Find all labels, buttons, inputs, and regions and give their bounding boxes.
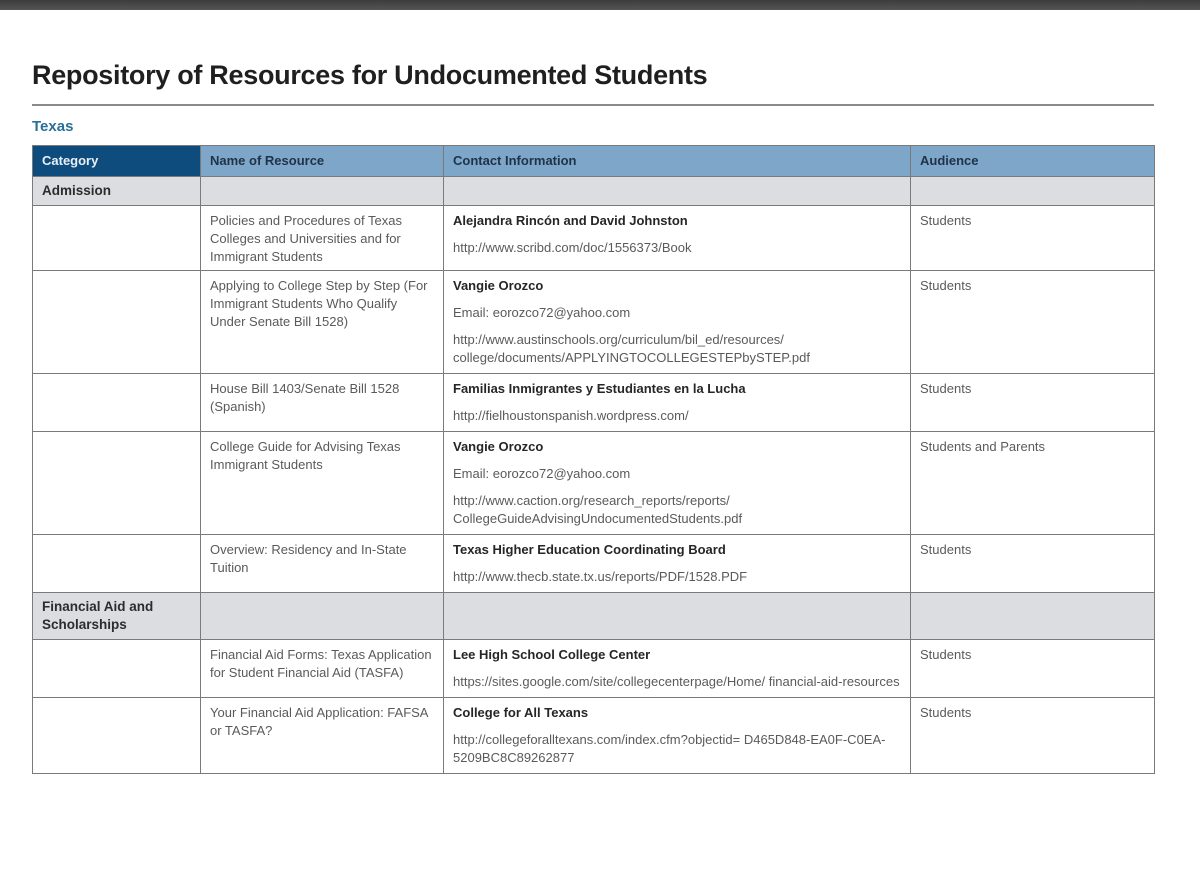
contact-information <box>444 535 911 593</box>
contact-information <box>444 271 911 374</box>
category-cell <box>33 432 201 535</box>
audience: Students <box>911 206 1155 271</box>
contact-name: College for All Texans <box>453 705 589 720</box>
contact-information <box>444 640 911 698</box>
contact-information <box>444 432 911 535</box>
category-cell <box>33 206 201 271</box>
table-row <box>33 698 1155 774</box>
contact-name: Texas Higher Education Coordinating Board <box>453 542 726 557</box>
category-empty-cell <box>444 177 911 206</box>
audience: Students <box>911 698 1155 774</box>
resource-name: Overview: Residency and In-State Tuition <box>201 535 444 593</box>
category-label: Admission <box>33 177 201 206</box>
contact-name: Vangie Orozco <box>453 278 544 293</box>
contact-email[interactable]: Email: eorozco72@yahoo.com <box>453 305 631 320</box>
contact-name: Familias Inmigrantes y Estudiantes en la Lucha <box>453 381 746 396</box>
category-row <box>33 177 1155 206</box>
header-contact-information: Contact Information <box>444 146 911 177</box>
table-row <box>33 640 1155 698</box>
contact-information <box>444 206 911 271</box>
contact-name: Vangie Orozco <box>453 439 544 454</box>
title-divider <box>32 104 1154 106</box>
category-empty-cell <box>911 177 1155 206</box>
contact-name: Alejandra Rincón and David Johnston <box>453 213 688 228</box>
category-empty-cell <box>201 593 444 640</box>
category-cell <box>33 535 201 593</box>
audience: Students <box>911 271 1155 374</box>
category-empty-cell <box>444 593 911 640</box>
resource-link[interactable]: http://fielhoustonspanish.wordpress.com/ <box>453 408 689 423</box>
resource-name: Policies and Procedures of Texas Colleges and Universities and for Immigrant Students <box>201 206 444 271</box>
table-row <box>33 432 1155 535</box>
header-name-of-resource: Name of Resource <box>201 146 444 177</box>
resource-name: College Guide for Advising Texas Immigrant Students <box>201 432 444 535</box>
contact-name: Lee High School College Center <box>453 647 651 662</box>
state-heading: Texas <box>32 118 74 135</box>
audience: Students <box>911 640 1155 698</box>
resource-name: Applying to College Step by Step (For Immigrant Students Who Qualify Under Senate Bill 1528) <box>201 271 444 374</box>
contact-information <box>444 698 911 774</box>
category-row <box>33 593 1155 640</box>
resource-link[interactable]: http://www.caction.org/research_reports/reports/ CollegeGuideAdvisingUndocumentedStudents.pdf <box>453 493 743 526</box>
category-label: Financial Aid and Scholarships <box>33 593 201 640</box>
category-cell <box>33 640 201 698</box>
contact-information <box>444 374 911 432</box>
resource-link[interactable]: http://www.austinschools.org/curriculum/bil_ed/resources/ college/documents/APPLYINGTOCOLLEGESTEPbySTEP.pdf <box>453 332 810 365</box>
resource-name: House Bill 1403/Senate Bill 1528 (Spanish) <box>201 374 444 432</box>
resource-link[interactable]: http://www.thecb.state.tx.us/reports/PDF/1528.PDF <box>453 569 748 584</box>
resource-name: Your Financial Aid Application: FAFSA or TASFA? <box>201 698 444 774</box>
table-header-row <box>33 146 1155 177</box>
category-empty-cell <box>911 593 1155 640</box>
category-cell <box>33 374 201 432</box>
header-audience: Audience <box>911 146 1155 177</box>
table-row <box>33 374 1155 432</box>
resource-link[interactable]: https://sites.google.com/site/collegecenterpage/Home/ financial-aid-resources <box>453 674 900 689</box>
audience: Students <box>911 535 1155 593</box>
contact-email[interactable]: Email: eorozco72@yahoo.com <box>453 466 631 481</box>
audience: Students and Parents <box>911 432 1155 535</box>
resources-table <box>32 145 1155 774</box>
header-category: Category <box>33 146 201 177</box>
table-row <box>33 206 1155 271</box>
resource-link[interactable]: http://collegeforalltexans.com/index.cfm?objectid= D465D848-EA0F-C0EA-5209BC8C89262877 <box>453 732 886 765</box>
table-row <box>33 535 1155 593</box>
window-top-bar <box>0 0 1200 10</box>
resource-name: Financial Aid Forms: Texas Application for Student Financial Aid (TASFA) <box>201 640 444 698</box>
category-empty-cell <box>201 177 444 206</box>
resource-link[interactable]: http://www.scribd.com/doc/1556373/Book <box>453 240 692 255</box>
table-row <box>33 271 1155 374</box>
category-cell <box>33 271 201 374</box>
page-title: Repository of Resources for Undocumented Students <box>32 60 708 90</box>
audience: Students <box>911 374 1155 432</box>
category-cell <box>33 698 201 774</box>
